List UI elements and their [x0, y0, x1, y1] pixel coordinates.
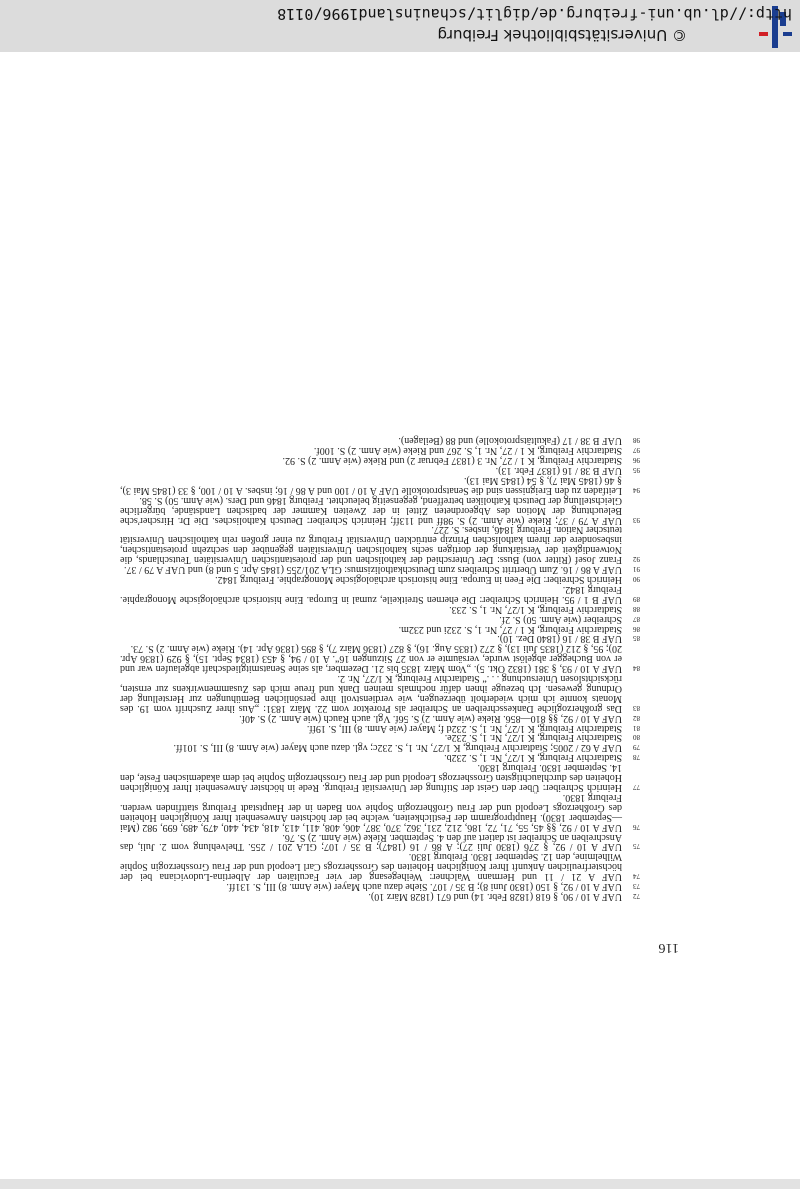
footnote-text: UAF A 10 / 92, § 150 (1830 Juni 8); B 35 / 107. Siehe dazu auch Mayer (wie Anm. 8) III, S. 131ff. — [226, 881, 622, 893]
footnote-number: 78 — [633, 753, 640, 762]
footnote — [120, 713, 640, 723]
footnote — [120, 624, 640, 634]
footnote-number: 85 — [633, 634, 640, 643]
footnote — [120, 435, 640, 445]
footnote — [120, 673, 640, 713]
footnote-text: UAF A 86 / 16. Zum Übertritt Schreibers zum Deutschkatholizismus: GLA 201/255 (1845 Apr. 5 und 8) und UAF A 79 / 37. — [123, 564, 622, 576]
footnote — [120, 614, 640, 624]
footnote-text: UAF B 38 / 16 (1840 Dez. 10). — [497, 633, 622, 645]
document-url[interactable]: http://dl.ub.uni-freiburg.de/diglit/schauinsland1996/0118 — [277, 5, 792, 23]
footnote-number: 88 — [633, 604, 640, 613]
footnote-number: 73 — [633, 882, 640, 891]
footnote-text: Stadtarchiv Freiburg, K 1/27, Nr. 1, S. 233. — [449, 603, 622, 615]
footnote — [120, 832, 640, 852]
footnote-number: 94 — [633, 485, 640, 494]
footnote-text: UAF A 10 / 92, §§ 810—856. Rieke (wie Anm. 2) S. 56f. Vgl. auch Rauch (wie Anm. 2) S. 40f. — [239, 712, 622, 724]
footnote-number: 89 — [633, 594, 640, 603]
footnote-number: 84 — [633, 664, 640, 673]
footnote-text: UAF A 10 / 92, §§ 45, 55, 71, 72, 186, 212, 231, 362, 370, 387, 406, 408, 411, 413, 418, 434, 440, 479, 489, 699, 982 (Mai—September 1830). Hauptprogramm der Festlichkeiten, welche bei der höchsten Anwesenheit Ihrer Königlichen Hoheiten des Großherzogs Leopold und der Frau Großherzogin Sophie von Baden in der Hauptstadt Freiburg stattfinden werden. Freiburg 1830. — [120, 791, 622, 833]
footnote — [120, 574, 640, 584]
footnote-number: 81 — [633, 723, 640, 732]
footnote — [120, 762, 640, 792]
footnote — [120, 881, 640, 891]
footnote-text: Stadtarchiv Freiburg, K 1/27, Nr. 1, S. 232d f; Mayer (wie Anm. 8) III, S. 19ff. — [306, 722, 622, 734]
footnote — [120, 752, 640, 762]
footnote — [120, 525, 640, 565]
footnote — [120, 634, 640, 644]
footnote-text: UAF A 10 / 93, § 381 (1832 Okt. 5). „Vom März 1835 bis 21. Dezember, als seine Senatsmitgliedschaft abgelaufen war und er von Buchegger abgelöst wurde, versäumte er von 27 Sitzungen 16“. A 10 / 94, § 453 (1834 Sept. 15), § 929 (1836 Apr. 20); 95, § 212 (1835 Juli 13), § 272 (1835 Aug. 16), § 827 (1836 März 7), § 895 (1836 Apr. 14). Rieke (wie Anm. 2) S. 73. — [120, 643, 622, 675]
library-name[interactable]: © Universitätsbibliothek Freiburg — [437, 26, 687, 44]
footnote-text: Franz Josef (Ritter von) Buss: Der Unterschied der katholischen und der protestantischen Universitäten Teutschlands, die Notwendigkeit der Verstärkung der dortigen sechs katholischen Universitäten gegenüber den sechzehn protestantischen, insbesondere der ihrem katholischen Prinzip entrückten Universität Freiburg zu einer großen rein katholischen Universität teutscher Nation. Freiburg 1846, insbes. S. 227. — [120, 524, 622, 566]
footnote — [120, 851, 640, 881]
footnote-text: Leitfaden zu den Ereignissen sind die Senatsprotokolle UAF A 10 / 100 und A 86 / 16; insbes. A 10 / 100, § 33 (1845 Mai 3), § 46 (1845 Mai 7), § 54 (1845 Mai 13). — [120, 474, 622, 496]
footnote — [120, 584, 640, 604]
footnote-text: Heinrich Schreiber: Die Feen in Europa. Eine historisch archäologische Monographie. Freiburg 1842. — [215, 574, 622, 585]
footnote — [120, 792, 640, 832]
page-number: 116 — [658, 940, 679, 955]
footnote-number: 83 — [633, 703, 640, 712]
footnote-text: Schreiber (wie Anm. 50) S. 2f. — [499, 613, 622, 625]
footnote-text: Stadtarchiv Freiburg, K 1/27, Nr. 1, S. 232e. — [444, 732, 622, 744]
footnote-number: 98 — [633, 436, 640, 445]
footnote-number: 76 — [633, 822, 640, 831]
footnote-text: UAF B 1 / 95. Heinrich Schreiber: Die ehernen Streitkeile, zumal in Europa. Eine historisch archäologische Monographie. Freiburg 1842. — [120, 583, 622, 605]
footnote-text: Stadtarchiv Freiburg, K 1 / 27, Nr. 1, S. 267 und Rieke (wie Anm. 2) S. 100f. — [313, 445, 622, 457]
footnote — [120, 475, 640, 495]
footnote-number: 87 — [633, 614, 640, 623]
footnote-text: UAF A 10 / 92, § 276 (1830 Juli 27); A 86 / 16 (1847); B 35 / 107; GLA 201 / 255. Thelvehlung vom 2. Juli, das Anschreiben an Schreiber ist datiert auf den 4. September. Rieke (wie Anm. 2) S. 76. — [120, 831, 622, 853]
footnote-text: UAF B 38 / 16 (1837 Febr. 13). — [495, 465, 622, 477]
footnote-text: UAF B 38 / 17 (Fakultätsprotokolle) und 88 (Beilagen). — [398, 435, 622, 447]
footnote-text: UAF A 62 / 2005; Stadtarchiv Freiburg, K 1/27, Nr. 1, S. 232c; vgl. dazu auch Mayer (wie Anm. 8) III, S. 101ff. — [173, 742, 622, 754]
footnote — [120, 891, 640, 901]
footnote — [120, 723, 640, 733]
footnote-number: 93 — [633, 515, 640, 524]
footnote-number: 86 — [633, 624, 640, 633]
footnote-number: 82 — [633, 713, 640, 722]
footnote-text: Das großherzogliche Dankesschreiben an Schreiber als Prorektor vom 22. März 1831: „Aus ihrer Zuschrift vom 19. des Monats konnte ich mich wiederholt überzeugen, wie verdienstvoll ihre persönlichen Bemühungen zur Herstellung der Ordnung gewesen. Ich bezeuge ihnen dafür nochmals meinen Dank und freue mich des Zusammenwirkens zur ernsten, rücksichtslosen Untersuchung . . .“ Stadtarchiv Freiburg, K 1/27, Nr. 2. — [120, 673, 622, 714]
footnote-text: UAF A 79 / 37; Rieke (wie Anm. 2) S. 98ff und 113ff; Heinrich Schreiber: Deutsch Katholisches. Die Dr. Hirscher'sche Beleuchtung der Motion des Abgeordneten Zittel in der Zweiten Kammer der badischen Landstände, bürgerliche Gleichstellung der Deutsch Katholiken betreffend, gegenseitig beleuchtet. Freiburg 1846 und Ders. (wie Anm. 50) S. 58. — [120, 494, 622, 526]
footnote — [120, 643, 640, 673]
footnote — [120, 733, 640, 743]
footnote-number: 91 — [633, 565, 640, 574]
footnote — [120, 743, 640, 753]
footnote-number: 95 — [633, 466, 640, 475]
footnote-number: 96 — [633, 456, 640, 465]
footnote-text: Stadtarchiv Freiburg, K 1 / 27, Nr. 1, S. 232i und 232m. — [398, 623, 622, 635]
footnote-number: 97 — [633, 446, 640, 455]
footnote-number: 90 — [633, 575, 640, 583]
bottom-border — [0, 1179, 800, 1189]
footnote-number: 72 — [633, 892, 640, 900]
footnote-number: 92 — [633, 555, 640, 564]
footnote — [120, 604, 640, 614]
footnotes-block — [120, 435, 640, 901]
footnote-text: Stadtarchiv Freiburg, K 1/27, Nr. 1, S. 232b. — [444, 752, 622, 764]
footnote-number: 75 — [633, 842, 640, 851]
library-header — [0, 0, 800, 52]
footnote — [120, 495, 640, 525]
footnote-text: UAF A 21 / 11 und Hermann Walchner: Weihegesang der vier Facultäten der Albertina-Ludoviciana bei der höchsterfreulichen Ankunft Ihrer Königlichen Hoheiten des Grossherzogs Carl Leopold und der Frau Grossherzogin Sophie Wilhelmine, den 12. September 1830. Freiburg 1830. — [120, 851, 622, 883]
footnote — [120, 465, 640, 475]
footnote-number: 80 — [633, 733, 640, 742]
footnote-text: Heinrich Schreiber: Über den Geist der Stiftung der Universität Freiburg. Rede in höchster Anwesenheit Ihrer Königlichen Hoheiten des durchlauchtigsten Grossherzogs Leopold und der Frau Grossherzogin Sophie bei dem akademischen Feste, den 14. September 1830. Freiburg 1830. — [120, 762, 622, 794]
footnote-text: UAF A 10 / 90, § 618 (1828 Febr. 14) und 671 (1828 März 10). — [368, 891, 622, 902]
footnote — [120, 445, 640, 455]
footnote-number: 79 — [633, 743, 640, 752]
footnote-number: 74 — [633, 872, 640, 881]
footnote-number: 77 — [633, 783, 640, 792]
footnote — [120, 455, 640, 465]
footnote — [120, 564, 640, 574]
footnote-text: Stadtarchiv Freiburg, K 1 / 27, Nr. 3 (1837 Februar 2) und Rieke (wie Anm. 2) S. 92. — [282, 455, 622, 467]
